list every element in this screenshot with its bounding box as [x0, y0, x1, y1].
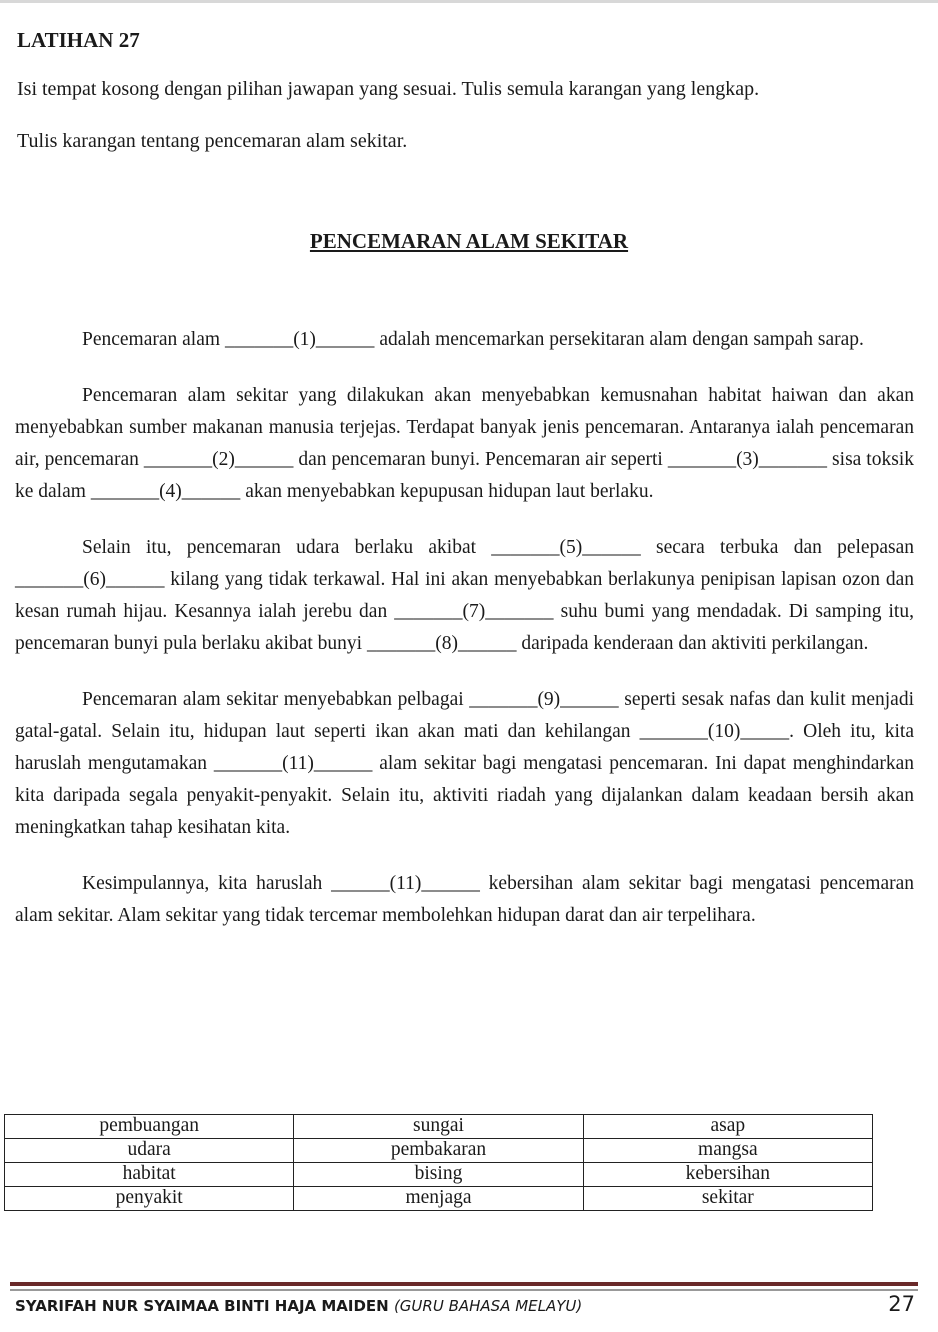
word-bank-row: [5, 1163, 873, 1187]
blank-1: _______(1)______: [224, 329, 375, 350]
essay-paragraph-5: Kesimpulannya, kita haruslah ______(11)______ kebersihan alam sekitar bagi mengatasi pencemaran alam sekitar. Alam sekitar yang tidak tercemar membolehkan hidupan darat dan air terpelihara.: [15, 873, 914, 926]
word-bank-cell: kebersihan: [583, 1163, 872, 1187]
blank-5: _______(5)______: [491, 537, 641, 558]
essay-paragraph-3: Selain itu, pencemaran udara berlaku akibat _______(5)______ secara terbuka dan pelepasan _______(6)______ kilang yang tidak terkawal. Hal ini akan menyebabkan berlakunya penipisan lapisan ozon dan kesan rumah hijau. Kesannya ialah jerebu dan _______(7)_______ suhu bumi yang mendadak. Di samping itu, pencemaran bunyi pula berlaku akibat bunyi _______(8)______ daripada kenderaan dan aktiviti perkilangan.: [15, 537, 914, 654]
word-bank-row: [5, 1139, 873, 1163]
blank-11-conclusion: ______(11)______: [331, 873, 480, 894]
essay-paragraph-4: Pencemaran alam sekitar menyebabkan pelbagai _______(9)______ seperti sesak nafas dan kulit menjadi gatal-gatal. Selain itu, hidupan laut seperti ikan akan mati dan kehilangan _______(10)_____. Oleh itu, kita haruslah mengutamakan _______(11)______ alam sekitar bagi mengatasi pencemaran. Ini dapat menghindarkan kita daripada segala penyakit-penyakit. Selain itu, aktiviti riadah yang dijalankan dalam keadaan bersih akan meningkatkan tahap kesihatan kita.: [15, 689, 915, 838]
word-bank-cell: sungai: [294, 1115, 583, 1139]
word-bank-cell: pembakaran: [294, 1139, 583, 1163]
instruction-fill-blanks: Isi tempat kosong dengan pilihan jawapan yang sesuai. Tulis semula karangan yang lengkap.: [17, 78, 760, 100]
word-bank-cell: habitat: [5, 1163, 294, 1187]
blank-8: _______(8)______: [366, 633, 517, 654]
essay-body: [15, 324, 914, 932]
essay-title: PENCEMARAN ALAM SEKITAR: [309, 229, 629, 253]
word-bank-table: [4, 1114, 873, 1211]
footer-divider: [10, 1282, 918, 1291]
blank-2: _______(2)______: [143, 449, 294, 470]
blank-4: _______(4)______: [90, 481, 241, 502]
footer-author: [15, 1297, 582, 1315]
word-bank-cell: menjaga: [294, 1187, 583, 1211]
blank-9: _______(9)______: [469, 689, 619, 710]
word-bank-cell: bising: [294, 1163, 583, 1187]
essay-paragraph-2: Pencemaran alam sekitar yang dilakukan akan menyebabkan kemusnahan habitat haiwan dan akan menyebabkan sumber makanan manusia terjejas. Terdapat banyak jenis pencemaran. Antaranya ialah pencemaran air, pencemaran _______(2)______ dan pencemaran bunyi. Pencemaran air seperti _______(3)_______ sisa toksik ke dalam _______(4)______ akan menyebabkan kepupusan hidupan laut berlaku.: [15, 385, 914, 502]
author-name: SYARIFAH NUR SYAIMAA BINTI HAJA MAIDEN: [15, 1297, 389, 1315]
author-role: (GURU BAHASA MELAYU): [393, 1297, 583, 1315]
exercise-heading: LATIHAN 27: [17, 28, 140, 52]
page-number: 27: [888, 1292, 915, 1316]
word-bank-cell: penyakit: [5, 1187, 294, 1211]
top-border: [0, 0, 938, 3]
word-bank-row: [5, 1187, 873, 1211]
word-bank-row: [5, 1115, 873, 1139]
word-bank-cell: mangsa: [583, 1139, 872, 1163]
word-bank-cell: udara: [5, 1139, 294, 1163]
blank-6: _______(6)______: [15, 569, 165, 590]
blank-3: _______(3)_______: [667, 449, 828, 470]
word-bank-cell: pembuangan: [5, 1115, 294, 1139]
blank-11: _______(11)______: [213, 753, 373, 774]
essay-paragraph-1: Pencemaran alam _______(1)______ adalah mencemarkan persekitaran alam dengan sampah sarap.: [82, 329, 864, 350]
blank-10: _______(10)_____: [639, 721, 790, 742]
blank-7: _______(7)_______: [394, 601, 554, 622]
word-bank-cell: asap: [583, 1115, 872, 1139]
instruction-write-essay: Tulis karangan tentang pencemaran alam sekitar.: [17, 130, 408, 152]
word-bank-cell: sekitar: [583, 1187, 872, 1211]
